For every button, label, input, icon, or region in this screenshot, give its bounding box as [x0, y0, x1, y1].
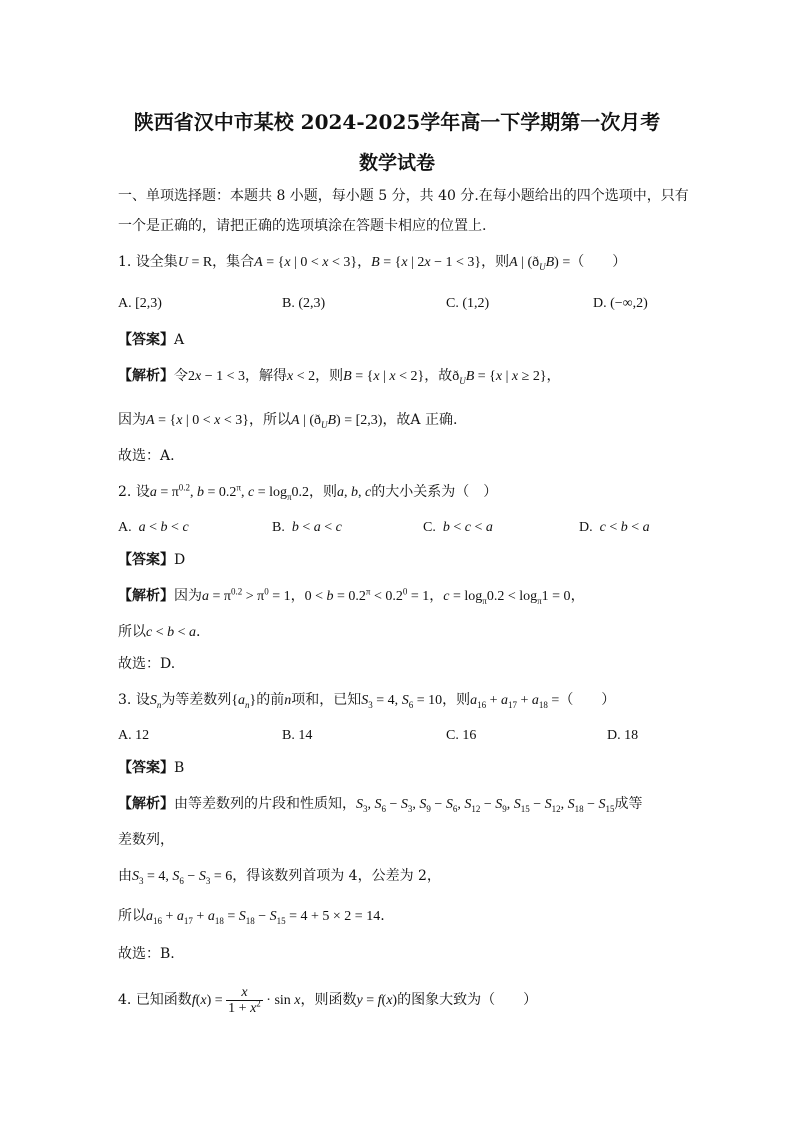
exam-title: 陕西省汉中市某校 2024-2025学年高一下学期第一次月考: [133, 110, 661, 134]
q1-option-b: B. (2,3): [282, 296, 326, 311]
q3-analysis-line4: 所以$a_{16} + a_{17} + a_{18} = S_{18} - S_{15} = 4 + 5 \times 2 = 14$.: [118, 908, 385, 926]
q3-analysis-line2: 差数列，: [118, 832, 174, 848]
q2-analysis-line1: 【解析】因为$a = \pi^{0.2} > \pi^0 = 1$，$0 < b = 0.2^\pi < 0.2^0 = 1$，$c = \log_\pi 0.2 < \log_\pi 1 = 0$，: [118, 586, 585, 606]
q1-option-c: C. (1,2): [446, 296, 490, 311]
q2-option-d: D. c < b < a: [579, 520, 650, 535]
q1-stem: 1. 设全集U = R，集合A = {x | 0 < x < 3}，B = {x | 2x − 1 < 3}，则A | $(ð_UB)$ =（ ）: [118, 254, 627, 272]
q1-choose: 故选：A.: [118, 448, 175, 464]
q2-analysis-line2: 所以c < b < a.: [118, 624, 201, 640]
q4-number: 4.: [118, 992, 132, 1008]
q4-fraction: $\frac{x}{1 + x^2}$: [228, 984, 261, 1016]
q2-option-b: B. b < a < c: [272, 520, 342, 535]
q3-option-b: B. 14: [282, 728, 313, 743]
q1-analysis-line1: 【解析】令2x − 1 < 3，解得x < 2，则B = {x | x < 2}，故$ð_UB = \{x$ | x ≥ 2}，: [118, 368, 561, 386]
q3-answer: 【答案】B: [118, 760, 185, 776]
q3-choose: 故选：B.: [118, 946, 175, 962]
q3-option-c: C. 16: [446, 728, 477, 743]
q2-choose: 故选：D.: [118, 656, 176, 672]
q1-option-d: D. (−∞,2): [593, 296, 648, 311]
q2-answer: 【答案】D: [118, 552, 186, 568]
q3-number: 3.: [118, 692, 132, 708]
q1-analysis-line2: 因为A = {x | 0 < x < 3}，所以A | $(ð_UB) = [2,3)$，故A 正确.: [118, 412, 458, 430]
q2-option-c: C. b < c < a: [423, 520, 493, 535]
q3-stem: 3. 设$S_n$为等差数列$\{a_n\}$的前n项和，已知$S_3 = 4$, $S_6 = 10$，则$a_{16} + a_{17} + a_{18}$ =（ ）: [118, 692, 616, 710]
q3-analysis-line3: 由$S_3 = 4$, $S_6 - S_3 = 6$，得该数列首项为 4，公差为 2，: [118, 868, 441, 886]
q1-number: 1.: [118, 254, 132, 270]
q2-number: 2.: [118, 484, 132, 500]
q4-stem: 4. 已知函数f(x) = $\frac{x}{1 + x^2}$ · sin x，则函数y = f(x)的图象大致为（ ）: [118, 984, 538, 1016]
q2-option-a: A. a < b < c: [118, 520, 189, 535]
q1-option-a: A. [2,3): [118, 296, 162, 311]
q3-option-d: D. 18: [607, 728, 639, 743]
exam-subtitle: 数学试卷: [358, 152, 435, 174]
section-heading-line2: 一个是正确的，请把正确的选项填涂在答题卡相应的位置上.: [118, 218, 487, 234]
q1-answer: 【答案】A: [118, 332, 185, 348]
section-heading-line1: 一、单项选择题：本题共 8 小题，每小题 5 分，共 40 分.在每小题给出的四个选项中，只有: [118, 188, 689, 204]
q3-analysis-line1: 【解析】由等差数列的片段和性质知，$S_3$, $S_6 - S_3$, $S_9 - S_6$, $S_{12} - S_9$, $S_{15} - S_{12}$, $S_{18} - S_{15}$成等: [118, 796, 643, 814]
q2-stem: 2. 设$a = \pi^{0.2}$, $b = 0.2^\pi$, $c = \log_\pi 0.2$，则a, b, c的大小关系为（ ）: [118, 482, 498, 502]
q3-option-a: A. 12: [118, 728, 150, 743]
